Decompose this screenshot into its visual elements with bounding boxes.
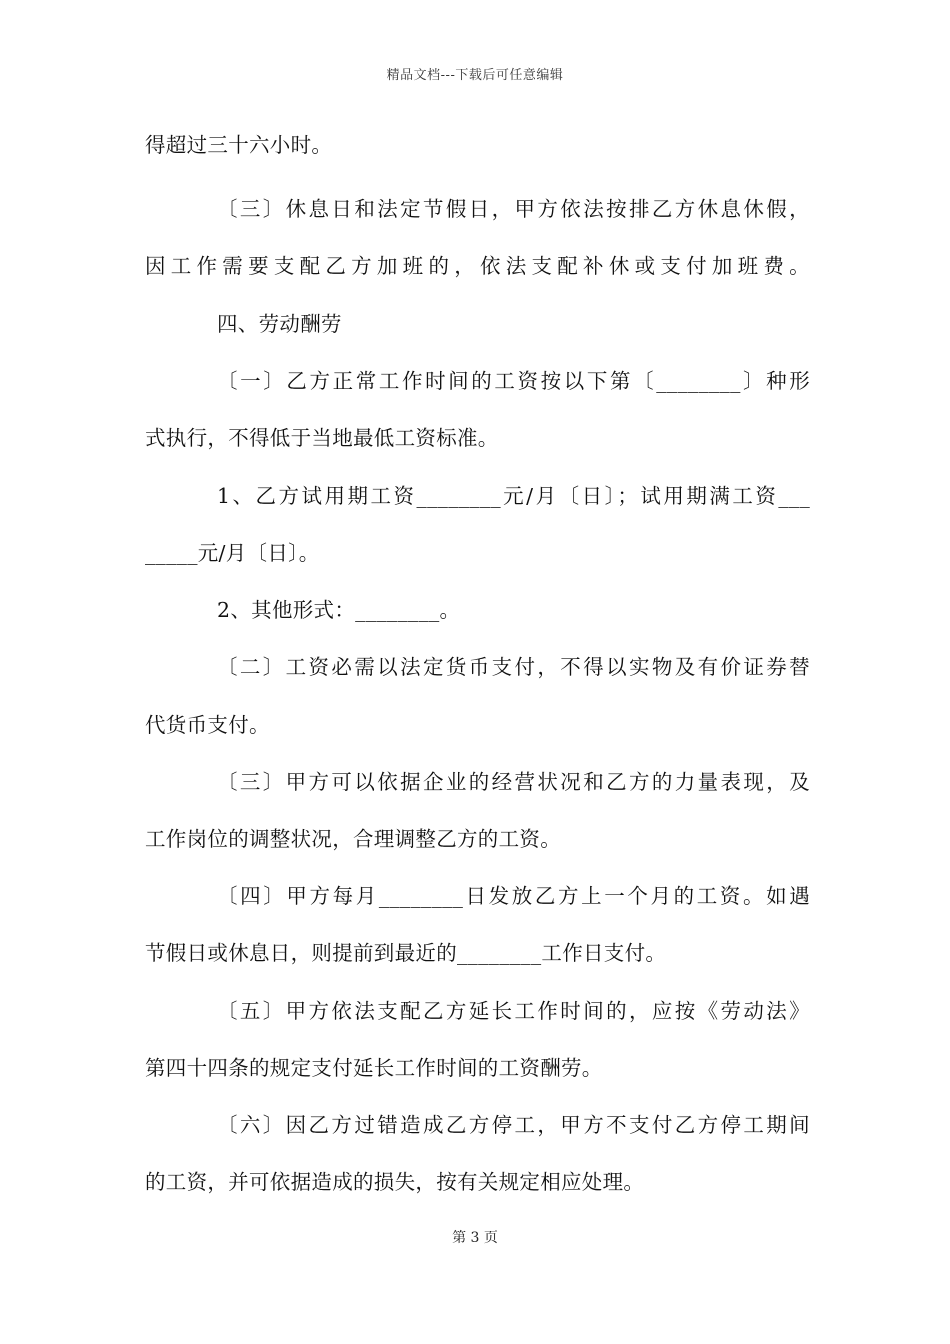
text-line: 因工作需要支配乙方加班的，依法支配补休或支付加班费。 [145,254,810,278]
text-line: 节假日或休息日，则提前到最近的________工作日支付。 [145,941,667,965]
page-header: 精品文档---下载后可任意编辑 [386,68,564,83]
text-line: 〔二〕工资必需以法定货币支付，不得以实物及有价证券替 [217,655,810,679]
section-heading: 四、劳动酬劳 [217,312,342,336]
text-line: 工作岗位的调整状况，合理调整乙方的工资。 [145,827,561,851]
text-line: 〔三〕甲方可以依据企业的经营状况和乙方的力量表现，及 [217,770,810,794]
text-line: 1、乙方试用期工资________元/月〔日〕；试用期满工资___ [217,484,810,508]
text-line: 〔六〕因乙方过错造成乙方停工，甲方不支付乙方停工期间 [217,1113,810,1137]
text-line: 〔五〕甲方依法支配乙方延长工作时间的，应按《劳动法》 [217,999,810,1023]
page-number: 第 3 页 [452,1230,498,1246]
text-line: 〔四〕甲方每月________日发放乙方上一个月的工资。如遇 [217,884,810,908]
text-line: _____元/月〔日〕。 [145,541,320,565]
text-line: 得超过三十六小时。 [145,133,333,157]
text-line: 2、其他形式：________。 [217,598,461,622]
text-line: 代货币支付。 [145,713,270,737]
text-line: 〔一〕乙方正常工作时间的工资按以下第〔________〕种形 [217,369,810,393]
text-line: 的工资，并可依据造成的损失，按有关规定相应处理。 [145,1170,645,1194]
text-line: 〔三〕休息日和法定节假日，甲方依法按排乙方休息休假， [217,197,810,221]
text-line: 第四十四条的规定支付延长工作时间的工资酬劳。 [145,1056,603,1080]
text-line: 式执行，不得低于当地最低工资标准。 [145,426,499,450]
